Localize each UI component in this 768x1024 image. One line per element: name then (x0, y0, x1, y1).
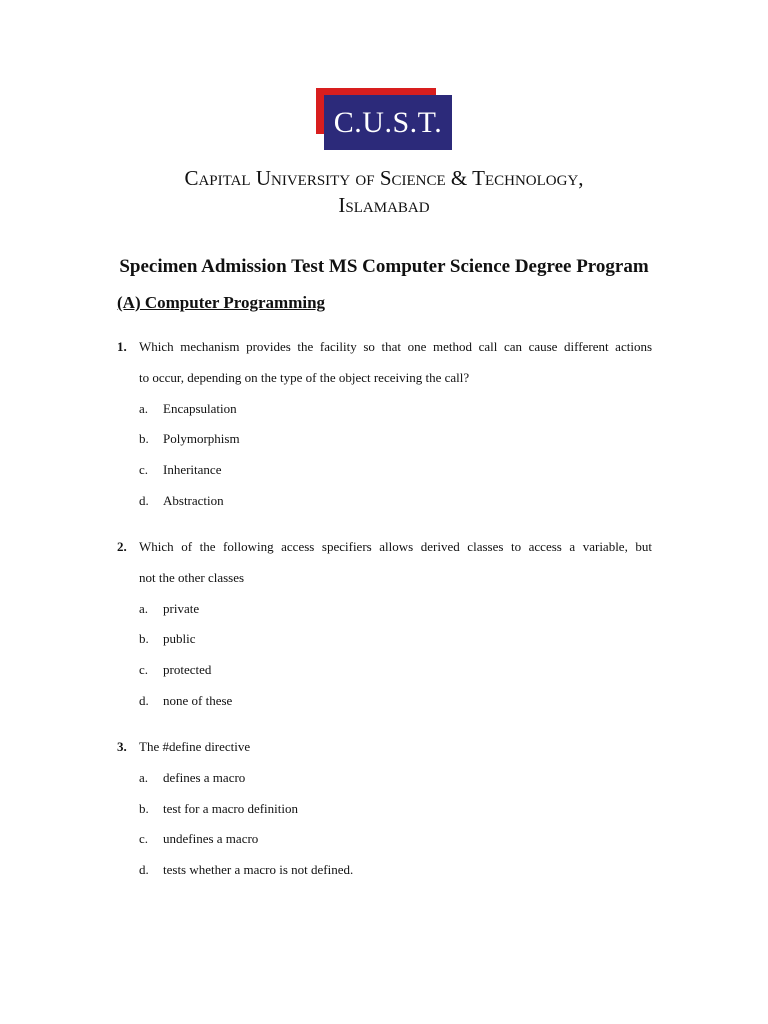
option-letter: c. (139, 831, 149, 846)
option-letter: b. (139, 631, 149, 646)
option-text: defines a macro (163, 770, 246, 785)
question-text-line1: Which of the following access specifiers allows derived classes to access a variable, but (139, 539, 652, 554)
option-text: private (163, 601, 200, 616)
option-text: tests whether a macro is not defined. (163, 862, 354, 877)
option-letter: a. (139, 770, 149, 785)
option-letter: d. (139, 693, 149, 708)
option-text: Polymorphism (163, 431, 240, 446)
option-letter: d. (139, 862, 149, 877)
question-text-line2: not the other classes (139, 570, 245, 585)
option-text: test for a macro definition (163, 801, 299, 816)
section-title: (A) Computer Programming (117, 293, 326, 312)
cust-logo (316, 88, 452, 150)
option-letter: b. (139, 431, 149, 446)
option-letter: a. (139, 401, 149, 416)
option-text: Encapsulation (163, 401, 237, 416)
question-number: 3. (117, 739, 127, 754)
option-text: none of these (163, 693, 233, 708)
university-name-line1: Capital University of Science & Technology, (184, 166, 584, 190)
option-text: protected (163, 662, 212, 677)
question-text-line1: Which mechanism provides the facility so that one method call can cause different actions (139, 339, 652, 354)
test-title: Specimen Admission Test MS Computer Science Degree Program (119, 256, 649, 277)
option-text: public (163, 631, 196, 646)
option-letter: b. (139, 801, 149, 816)
option-letter: a. (139, 601, 149, 616)
question-text-line2: to occur, depending on the type of the object receiving the call? (139, 370, 470, 385)
question-number: 2. (117, 539, 127, 554)
option-letter: c. (139, 662, 149, 677)
option-text: undefines a macro (163, 831, 259, 846)
option-text: Abstraction (163, 493, 224, 508)
option-text: Inheritance (163, 462, 222, 477)
question-number: 1. (117, 339, 127, 354)
option-letter: c. (139, 462, 149, 477)
question-text-line1: The #define directive (139, 739, 251, 754)
logo-text: C.U.S.T. (324, 95, 452, 150)
university-name-line2: Islamabad (338, 193, 430, 217)
option-letter: d. (139, 493, 149, 508)
